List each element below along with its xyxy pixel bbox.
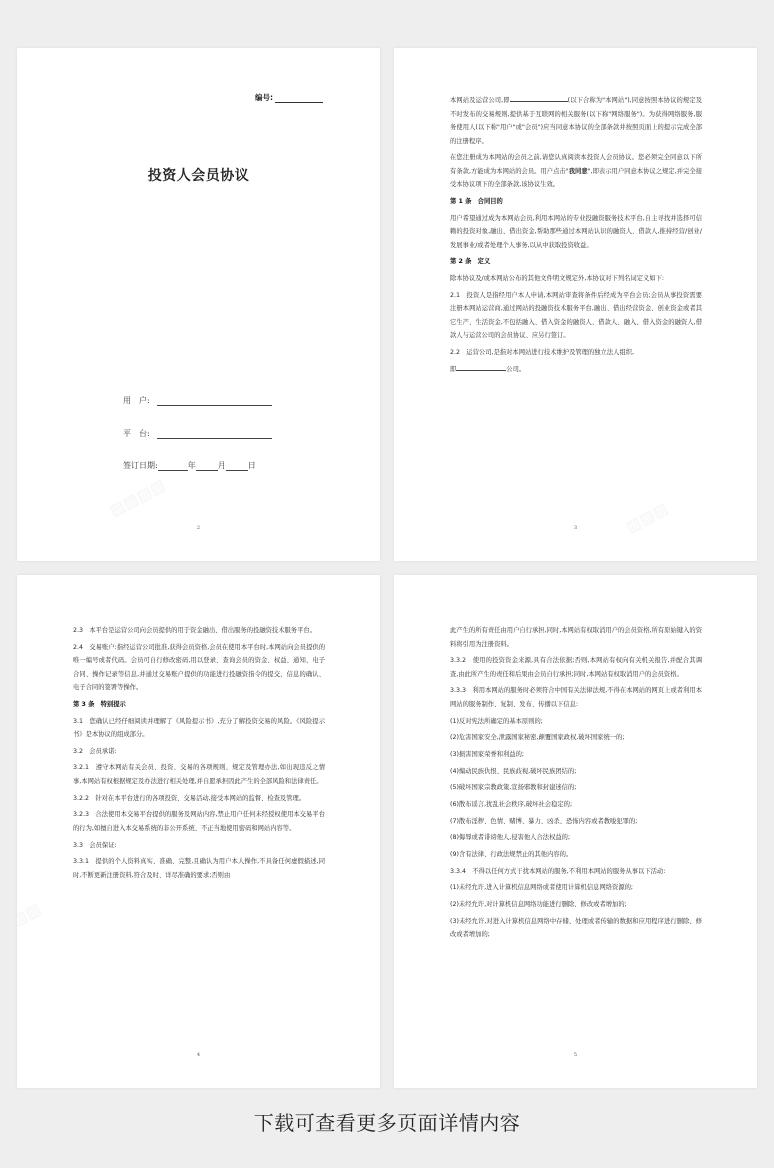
paragraph: 3.2 会员承诺:: [73, 747, 117, 755]
page-body: [450, 624, 702, 945]
paragraph: 3.3.3 利用本网站的服务时必须符合中国有关法律法规,不得在本网站的网页上或者利用本网站的服务制作、复制、发布、传播以下信息:: [450, 687, 702, 708]
paragraph: 3.2.3 合法使用本交易平台提供的服务及网站内容,禁止用户任何未经授权使用本交易平台的行为,如擅自进入本交易系统的非公开系统、不正当地使用密码和网站内容等。: [73, 811, 325, 832]
list-item: (8)侮辱或者诽谤他人,侵害他人合法权益的;: [450, 834, 571, 842]
list-item: (1)反对宪法所确定的基本原则的;: [450, 717, 543, 725]
paragraph: 2.2 运营公司,是指对本网站进行技术维护及管理的独立法人组织,: [450, 348, 635, 356]
list-item: (3)未经允许,对进入计算机信息网络中存储、处理或者传输的数据和应用程序进行删除、修改或者增加的;: [450, 917, 702, 939]
paragraph: 3.3.4 不得以任何方式干扰本网站的服务,不利用本网站的服务从事以下活动:: [450, 867, 666, 875]
serial-number-blank: [275, 94, 323, 103]
paragraph: 3.2.2 针对在本平台进行的各项投资、交易活动,接受本网站的监督、检查及管理。: [73, 794, 306, 802]
company-name-blank: [510, 95, 568, 102]
watermark: [106, 475, 168, 520]
paragraph: 此产生的所有责任由用户自行承担,同时,本网站有权取消用户的会员资格,所有原始键入的资料将引用为注册资料。: [450, 627, 702, 648]
sign-date-label: 签订日期:: [123, 461, 158, 470]
list-item: (3)损害国家荣誉和利益的;: [450, 750, 525, 758]
document-page-3: [17, 575, 380, 1088]
serial-number-field: [255, 92, 323, 103]
list-item: (4)煽动民族仇恨、民族歧视,破坏民族团结的;: [450, 767, 577, 775]
page-number: 4: [196, 1052, 201, 1058]
page-body: [450, 94, 702, 379]
user-blank-line: [157, 397, 272, 406]
paragraph: 3.3.2 使用的投资资金来源,具有合法依据;否则,本网站有权向有关机关报告,并配合其调查,由此所产生的责任和后果由会员自行承担;同时,本网站有权取消用户的会员资格。: [450, 657, 702, 678]
user-field: [123, 395, 272, 406]
paragraph-text: 在您注册成为本网站的会员之前,请您认真阅读本投资人会员协议。您必须完全同意以下所有条款,方能成为本网站的会员。用户点击": [450, 154, 702, 175]
platform-field: [123, 428, 272, 439]
serial-number-label: 编号:: [255, 93, 273, 102]
list-item: (2)危害国家安全,泄露国家秘密,颠覆国家政权,破坏国家统一的;: [450, 734, 625, 742]
document-title: 投资人会员协议: [147, 168, 250, 184]
page-body: [73, 624, 325, 885]
agree-emphasis: 我同意: [568, 167, 588, 175]
paragraph-text: 即: [450, 365, 457, 373]
month-blank: [196, 462, 218, 471]
year-label: 年: [187, 461, 196, 470]
list-item: (7)散布淫秽、色情、赌博、暴力、凶杀、恐怖内容或者教唆犯罪的;: [450, 817, 638, 825]
article-heading: 第 2 条 定义: [450, 258, 491, 266]
download-more-caption: 下载可查看更多页面详情内容: [253, 1111, 521, 1135]
day-label: 日: [247, 461, 256, 470]
company-name-blank: [456, 364, 506, 371]
page-number: 5: [573, 1052, 578, 1058]
user-label: 用 户:: [123, 396, 150, 405]
paragraph: 2.3 本平台是运营公司向会员提供的用于资金融出、借出服务的投融资技术服务平台。: [73, 627, 316, 634]
document-page-cover: [17, 48, 380, 561]
paragraph: 3.2.1 遵守本网站有关会员、投资、交易的各项规则、规定及管理办法,如出现违反之情事,本网站有权根据规定及办法进行相关处理,并自愿承担因此产生的全部风险和法律责任。: [73, 764, 325, 785]
list-item: (1)未经允许,进入计算机信息网络或者使用计算机信息网络资源的;: [450, 884, 634, 892]
list-item: (2)未经允许,对计算机信息网络功能进行删除、修改或者增加的;: [450, 901, 627, 909]
paragraph: 除本协议及/或本网站公布的其他文件明文规定外,本协议对下列名词定义如下:: [450, 274, 665, 282]
paragraph: 2.4 交易账户:指经运营公司批准,获得会员资格,会员在使用本平台时,本网站向会员提供的唯一编号或者代码。会员可自行修改密码,用以登录、查询会员的资金、权益、通知、电子合同、操作记录等信息,并通过交易账户提供的功能进行投融资指令的提交、信息的确认、电子合同的签署等操作。: [73, 643, 325, 692]
paragraph-text: ",即表示用户同意本协议之规定,并完全接受本协议项下的全部条款,该协议生效。: [450, 167, 703, 189]
paragraph-text: (以下合称为"本网站"),同意按照本协议的规定及不时发布的交易规则,提供基于互联网的相关服务(以下称"网络服务")。为获得网络服务,服务使用人(以下称"用户"或"会员")应当同意本协议的全部条款并按照页面上的提示完成全部的注册程序。: [450, 97, 702, 145]
paragraph-text: 公司。: [506, 365, 526, 373]
year-blank: [158, 462, 188, 471]
document-page-4: [394, 575, 757, 1088]
day-blank: [226, 462, 248, 471]
document-page-2: [394, 48, 757, 561]
page-number: 2: [196, 525, 201, 531]
paragraph: 2.1 投资人是指经用户本人申请,本网站审查将条件后经成为平台会员;会员从事投资需要注册本网站运营商,通过网站的投融资技术服务平台,融出、借出经营资金、创业资金或者其它生产、生活资金,不包括融入、借入资金的融资人、借款人、融入、借入资金的融资人,借款人与运营公司的会员协议、应另行签订。: [450, 291, 702, 340]
paragraph: [450, 94, 702, 148]
watermark: [17, 899, 44, 930]
platform-label: 平 台:: [123, 429, 150, 438]
platform-blank-line: [157, 430, 272, 439]
paragraph: 3.1 您确认已经仔细阅读并理解了《风险提示书》,充分了解投资交易的风险。《风险提示书》是本协议的组成部分。: [73, 717, 325, 739]
sign-date-field: [123, 460, 256, 471]
article-heading: 第 3 条 特别提示: [73, 700, 126, 708]
page-number: 3: [573, 525, 578, 531]
paragraph: [450, 363, 702, 377]
month-label: 月: [217, 461, 226, 470]
paragraph: 3.3.1 提供的个人资料真实、准确、完整,且确认为用户本人操作,不具备任何虚假描述,同时,不断更新注册资料,符合及时、详尽准确的要求;否则由: [73, 858, 325, 879]
article-heading: 第 1 条 合同目的: [450, 197, 503, 205]
paragraph: [450, 151, 702, 192]
list-item: (9)含有法律、行政法规禁止的其他内容的。: [450, 851, 573, 859]
list-item: (5)破坏国家宗教政策,宣扬邪教和封建迷信的;: [450, 784, 577, 792]
paragraph: 3.3 会员保证:: [73, 841, 117, 849]
paragraph: 用户希望通过成为本网站会员,利用本网站的专业投融资服务技术平台,自主寻找并选择可信赖的投资对象,融出、借出资金,帮助那些通过本网站认识的融资人、借款人,推持经营/创业/发展事业/或者处理个人事务,以从中获取投资收益。: [450, 214, 702, 249]
paragraph-text: 本网站及运营公司,即: [450, 97, 510, 104]
list-item: (6)散布谣言,扰乱社会秩序,破坏社会稳定的;: [450, 801, 573, 808]
